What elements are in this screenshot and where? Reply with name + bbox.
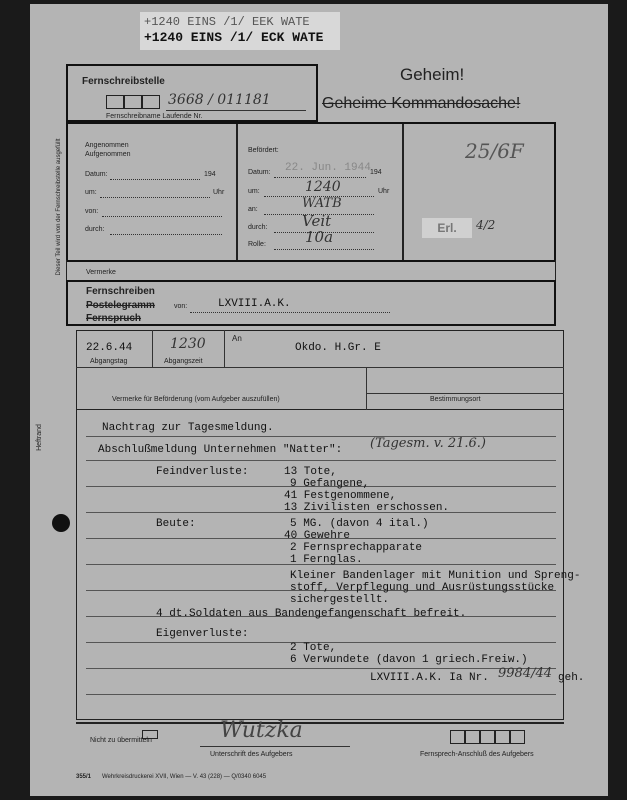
unterschrift-label: Unterschrift des Aufgebers xyxy=(210,751,293,758)
beute-1: 5 MG. (davon 4 ital.) xyxy=(290,518,429,530)
lager-1: Kleiner Bandenlager mit Munition und Spreng- xyxy=(290,570,581,582)
send-an-label: An xyxy=(232,334,242,343)
imprint-text: Wehrkreisdruckerei XVII, Wien — V. 43 (228) — Q/0340 6045 xyxy=(102,774,267,780)
sender-unit: LXVIII.A.K. xyxy=(218,298,291,310)
forwarded-rolle-label: Rolle: xyxy=(248,241,266,248)
corner-number: 25/6F xyxy=(465,139,524,163)
ref-number: 9984/44 xyxy=(498,666,553,681)
heftrand-label: Heftrand xyxy=(35,424,43,451)
forwarded-uhr-label: Uhr xyxy=(378,188,390,195)
send-time-label: Abgangszeit xyxy=(164,358,203,365)
imprint-number: 355/1 xyxy=(76,774,92,780)
eigen-1: 2 Tote, xyxy=(290,642,337,654)
received-von-label: von: xyxy=(85,208,99,215)
feind-3: 41 Festgenommene, xyxy=(284,490,397,502)
lager-3: sichergestellt. xyxy=(290,594,390,606)
corner-stamp: Erl. xyxy=(422,218,472,238)
received-um-label: um: xyxy=(85,189,97,196)
bestimmungsort-label: Bestimmungsort xyxy=(430,396,481,403)
received-uhr-label: Uhr xyxy=(213,189,225,196)
received-datum-label: Datum: xyxy=(85,171,108,178)
soldaten-line: 4 dt.Soldaten aus Bandengefangenschaft befreit. xyxy=(156,608,467,620)
forwarded-datum-label: Datum: xyxy=(248,169,271,176)
ref-prefix: LXVIII.A.K. Ia Nr. xyxy=(370,672,489,684)
forwarded-by: Veit xyxy=(302,212,332,230)
forwarded-durch-label: durch: xyxy=(248,224,268,231)
number-boxes xyxy=(106,95,160,109)
signature: Wutzka xyxy=(220,718,303,743)
eigen-label: Eigenverluste: xyxy=(156,628,249,640)
stamp-line-2: +1240 EINS /1/ ECK WATE xyxy=(144,30,324,45)
vermerke-row xyxy=(66,260,556,280)
beute-3: 2 Fernsprechapparate xyxy=(290,542,423,554)
type-postelegramm: Postelegramm xyxy=(86,300,155,311)
send-date: 22.6.44 xyxy=(86,342,133,354)
ref-suffix: geh. xyxy=(558,672,585,684)
type-fernschreiben: Fernschreiben xyxy=(86,286,155,297)
forwarded-date-stamp: 22. Jun. 1944 xyxy=(285,162,371,174)
fernsprech-label: Fernsprech-Anschluß des Aufgebers xyxy=(420,751,534,758)
forwarded-time: 1240 xyxy=(305,179,341,195)
forwarded-title: Befördert: xyxy=(248,147,279,154)
eigen-2: 6 Verwundete (davon 1 griech.Freiw.) xyxy=(290,654,528,666)
vermerke-befoerderung: Vermerke für Beförderung (vom Aufgeber auszufüllen) xyxy=(112,396,280,403)
vermerke-label: Vermerke xyxy=(86,269,116,276)
received-title-2: Aufgenommen xyxy=(85,151,131,158)
beute-2: 40 Gewehre xyxy=(284,530,351,542)
feind-4: 13 Zivilisten erschossen. xyxy=(284,502,450,514)
forwarded-um-label: um: xyxy=(248,188,260,195)
received-year: 194 xyxy=(204,171,216,178)
footer-checkbox xyxy=(142,730,158,739)
recipient: Okdo. H.Gr. E xyxy=(295,342,381,354)
msg-line-2: Abschlußmeldung Unternehmen "Natter": xyxy=(98,444,343,456)
fernsprech-boxes xyxy=(450,730,525,744)
forwarded-year: 194 xyxy=(370,169,382,176)
classification-struck: Geheime Kommandosache! xyxy=(322,95,521,112)
received-durch-label: durch: xyxy=(85,226,105,233)
message-number: 3668 / 011181 xyxy=(168,92,271,108)
type-von-label: von: xyxy=(174,303,188,310)
nicht-label: Nicht zu übermitteln xyxy=(90,737,152,744)
punch-hole xyxy=(52,514,70,532)
teletype-stamp xyxy=(140,12,340,50)
feind-2: 9 Gefangene, xyxy=(290,478,370,490)
msg-line-2-hand: (Tagesm. v. 21.6.) xyxy=(370,436,486,451)
type-fernspruch: Fernspruch xyxy=(86,313,142,324)
corner-mark: 4/2 xyxy=(476,218,496,232)
send-time: 1230 xyxy=(170,336,206,352)
feind-label: Feindverluste: xyxy=(156,466,249,478)
forwarded-roll: 10a xyxy=(305,228,334,246)
forwarded-an-label: an: xyxy=(248,206,258,213)
msg-line-1: Nachtrag zur Tagesmeldung. xyxy=(102,422,274,434)
side-note: Dieser Teil wird von der Fernschreibstelle ausgefüllt xyxy=(56,138,62,276)
beute-4: 1 Fernglas. xyxy=(290,554,363,566)
beute-label: Beute: xyxy=(156,518,196,530)
forwarded-to: WATB xyxy=(302,196,342,211)
lager-2: stoff, Verpflegung und Ausrüstungsstücke xyxy=(290,582,555,594)
classification-secret: Geheim! xyxy=(400,65,465,84)
document-sheet xyxy=(30,4,608,796)
fernschreibstelle-title: Fernschreibstelle xyxy=(82,76,165,87)
send-date-label: Abgangstag xyxy=(90,358,128,365)
number-caption: Fernschreibname Laufende Nr. xyxy=(106,113,203,120)
feind-1: 13 Tote, xyxy=(284,466,337,478)
stamp-line-1: +1240 EINS /1/ EEK WATE xyxy=(144,15,310,29)
received-title-1: Angenommen xyxy=(85,142,129,149)
